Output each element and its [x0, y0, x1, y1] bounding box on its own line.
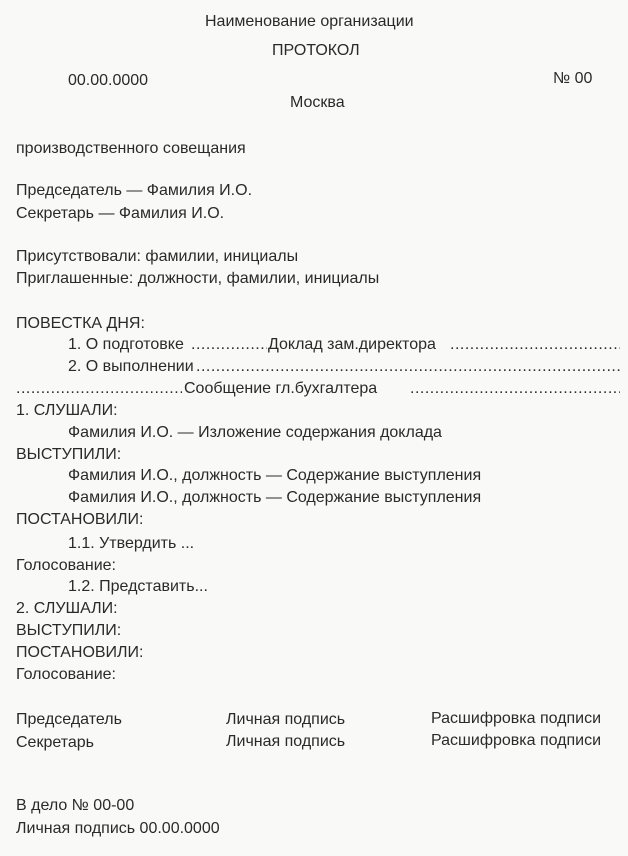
section-2-voting: Голосование: [16, 666, 116, 683]
secretary-line: Секретарь — Фамилия И.О. [16, 205, 225, 222]
document-type-title: ПРОТОКОЛ [272, 42, 360, 59]
section-1-heard-heading: 1. СЛУШАЛИ: [16, 402, 118, 419]
document-number: № 00 [553, 70, 593, 87]
section-1-spoke-heading: ВЫСТУПИЛИ: [16, 446, 122, 463]
agenda-heading: ПОВЕСТКА ДНЯ: [16, 315, 145, 332]
agenda-item-1-report: Доклад зам.директора [268, 336, 436, 353]
agenda-item-2-label: 2. О выполнении [68, 358, 194, 375]
agenda-item-1-leader-dots [191, 335, 267, 355]
section-2-heard-heading: 2. СЛУШАЛИ: [16, 600, 118, 617]
signature-secretary-role: Секретарь [16, 734, 94, 751]
agenda-item-2-trailing-dots [196, 357, 620, 377]
organization-name: Наименование организации [205, 13, 414, 30]
section-1-speaker-1: Фамилия И.О., должность — Содержание выступления [68, 467, 482, 484]
agenda-item-1-trailing-dots [450, 335, 620, 355]
meeting-type: производственного совещания [16, 140, 246, 157]
invited-line: Приглашенные: должности, фамилии, инициалы [16, 270, 380, 287]
section-2-resolved-heading: ПОСТАНОВИЛИ: [16, 644, 144, 661]
present-line: Присутствовали: фамилии, инициалы [16, 248, 299, 265]
section-1-resolved-heading: ПОСТАНОВИЛИ: [16, 511, 144, 528]
signature-secretary-sign: Личная подпись [226, 733, 346, 750]
signature-chairman-sign: Личная подпись [226, 711, 346, 728]
signature-chairman-role: Председатель [16, 711, 122, 728]
document-city: Москва [290, 94, 345, 111]
signature-secretary-decryption: Расшифровка подписи [431, 732, 602, 749]
agenda-item-2-report-trailing-dots [410, 379, 620, 399]
section-1-voting: Голосование: [16, 557, 116, 574]
section-1-decision-1: 1.1. Утвердить ... [68, 535, 195, 552]
section-1-decision-2: 1.2. Представить... [68, 578, 208, 595]
section-1-speaker-2: Фамилия И.О., должность — Содержание выступления [68, 489, 482, 506]
section-1-heard-text: Фамилия И.О. — Изложение содержания доклада [68, 424, 442, 441]
chairman-line: Председатель — Фамилия И.О. [16, 182, 253, 199]
agenda-item-2-leading-dots [16, 379, 182, 399]
filing-case-number: В дело № 00-00 [16, 797, 135, 814]
agenda-item-2-report: Сообщение гл.бухгалтера [184, 380, 378, 397]
agenda-item-1-label: 1. О подготовке [68, 336, 184, 353]
section-2-spoke-heading: ВЫСТУПИЛИ: [16, 622, 122, 639]
signature-chairman-decryption: Расшифровка подписи [431, 710, 602, 727]
document-date: 00.00.0000 [68, 72, 149, 89]
filing-signature-date: Личная подпись 00.00.0000 [16, 820, 220, 837]
